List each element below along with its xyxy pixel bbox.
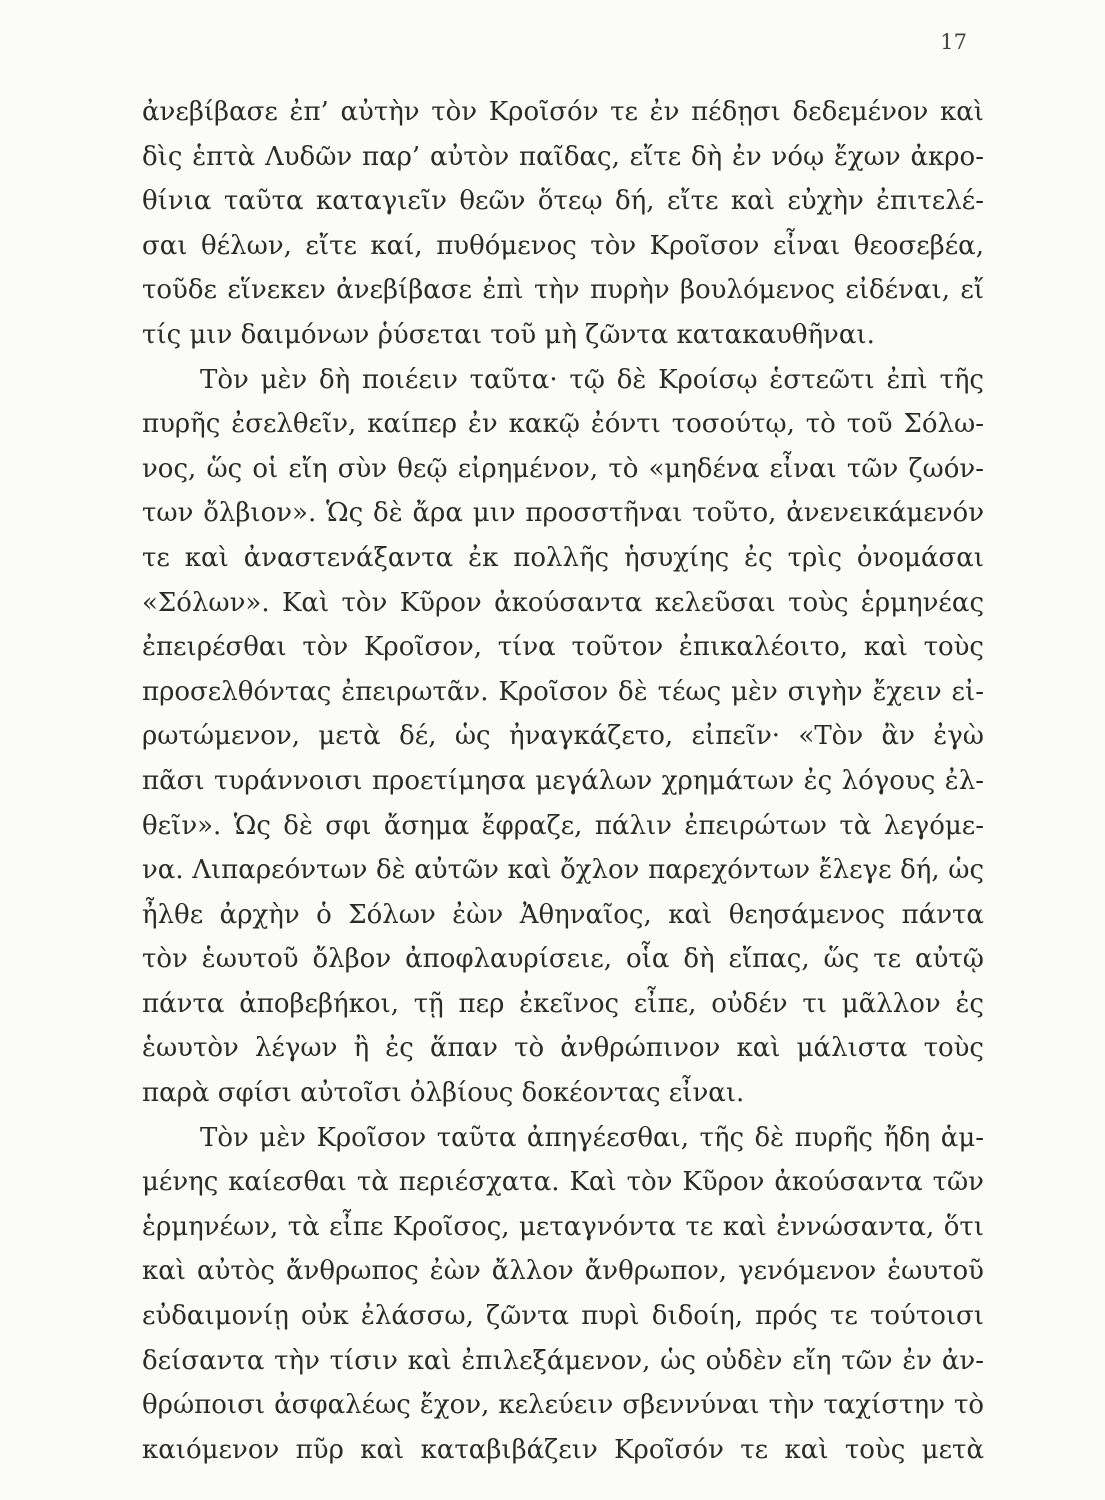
text-line: σαι θέλων, εἴτε καί, πυθόμενος τὸν Κροῖσον εἶναι θεοσεβέα,	[142, 230, 984, 261]
text-line: εὐδαιμονίῃ οὐκ ἐλάσσω, ζῶντα πυρὶ διδοίη, πρός τε τούτοισι	[142, 1301, 984, 1332]
text-line: παρὰ σφίσι αὐτοῖσι ὀλβίους δοκέοντας εἶναι.	[142, 1078, 745, 1109]
text-line: θρώποισι ἀσφαλέως ἔχον, κελεύειν σβεννύναι τὴν ταχίστην τὸ	[142, 1390, 984, 1421]
text-line: καιόμενον πῦρ καὶ καταβιβάζειν Κροῖσόν τε καὶ τοὺς μετὰ	[142, 1434, 984, 1465]
text-line: πάντα ἀποβεβήκοι, τῇ περ ἐκεῖνος εἶπε, οὐδέν τι μᾶλλον ἐς	[142, 988, 984, 1019]
text-line: να. Λιπαρεόντων δὲ αὐτῶν καὶ ὄχλον παρεχόντων ἔλεγε δή, ὡς	[142, 855, 984, 886]
text-line: ἦλθε ἀρχὴν ὁ Σόλων ἐὼν Ἀθηναῖος, καὶ θεησάμενος πάντα	[142, 899, 984, 930]
text-line: θίνια ταῦτα καταγιεῖν θεῶν ὅτεῳ δή, εἴτε καὶ εὐχὴν ἐπιτελέ-	[142, 186, 984, 217]
text-line: δείσαντα τὴν τίσιν καὶ ἐπιλεξάμενον, ὡς οὐδὲν εἴη τῶν ἐν ἀν-	[142, 1345, 984, 1376]
text-line: θεῖν». Ὡς δὲ σφι ἄσημα ἔφραζε, πάλιν ἐπειρώτων τὰ λεγόμε-	[142, 810, 984, 841]
text-line: τὸν ἑωυτοῦ ὄλβον ἀποφλαυρίσειε, οἷα δὴ εἴπας, ὥς τε αὐτῷ	[142, 944, 984, 975]
text-line: πυρῆς ἐσελθεῖν, καίπερ ἐν κακῷ ἐόντι τοσούτῳ, τὸ τοῦ Σόλω-	[142, 409, 984, 440]
text-line: ἐπειρέσθαι τὸν Κροῖσον, τίνα τοῦτον ἐπικαλέοιτο, καὶ τοὺς	[142, 632, 984, 663]
text-line: των ὄλβιον». Ὡς δὲ ἄρα μιν προσστῆναι τοῦτο, ἀνενεικάμενόν	[142, 498, 984, 529]
text-line: προσελθόντας ἐπειρωτᾶν. Κροῖσον δὲ τέως μὲν σιγὴν ἔχειν εἰ-	[142, 676, 984, 707]
text-line: τε καὶ ἀναστενάξαντα ἐκ πολλῆς ἡσυχίης ἐς τρὶς ὀνομάσαι	[142, 542, 984, 573]
paragraph-start-line: Τὸν μὲν Κροῖσον ταῦτα ἀπηγέεσθαι, τῆς δὲ πυρῆς ἤδη ἁμ-	[200, 1122, 984, 1153]
text-line: νος, ὥς οἱ εἴη σὺν θεῷ εἰρημένον, τὸ «μηδένα εἶναι τῶν ζωόν-	[142, 453, 984, 484]
text-line: μένης καίεσθαι τὰ περιέσχατα. Καὶ τὸν Κῦρον ἀκούσαντα τῶν	[142, 1167, 984, 1198]
text-line: ἑωυτὸν λέγων ἢ ἐς ἅπαν τὸ ἀνθρώπινον καὶ μάλιστα τοὺς	[142, 1033, 984, 1064]
text-line: ἀνεβίβασε ἐπ’ αὐτὴν τὸν Κροῖσόν τε ἐν πέδῃσι δεδεμένον καὶ	[142, 97, 984, 127]
body-text	[142, 90, 984, 1472]
text-line: καὶ αὐτὸς ἄνθρωπος ἐὼν ἄλλον ἄνθρωπον, γενόμενον ἑωυτοῦ	[142, 1256, 984, 1287]
page-number: 17	[940, 30, 967, 54]
text-line: τίς μιν δαιμόνων ῥύσεται τοῦ μὴ ζῶντα κατακαυθῆναι.	[142, 319, 875, 350]
text-line: δὶς ἑπτὰ Λυδῶν παρ’ αὐτὸν παῖδας, εἴτε δὴ ἐν νόῳ ἔχων ἀκρο-	[142, 141, 984, 172]
text-line: ἑρμηνέων, τὰ εἶπε Κροῖσος, μεταγνόντα τε καὶ ἐννώσαντα, ὅτι	[142, 1211, 984, 1242]
paragraph-start-line: Τὸν μὲν δὴ ποιέειν ταῦτα· τῷ δὲ Κροίσῳ ἑστεῶτι ἐπὶ τῆς	[200, 364, 984, 395]
text-line: «Σόλων». Καὶ τὸν Κῦρον ἀκούσαντα κελεῦσαι τοὺς ἑρμηνέας	[142, 587, 984, 618]
text-line: ρωτώμενον, μετὰ δέ, ὡς ἠναγκάζετο, εἰπεῖν· «Τὸν ἂν ἐγὼ	[142, 721, 984, 752]
text-line: τοῦδε εἵνεκεν ἀνεβίβασε ἐπὶ τὴν πυρὴν βουλόμενος εἰδέναι, εἴ	[142, 275, 984, 306]
text-line: πᾶσι τυράννοισι προετίμησα μεγάλων χρημάτων ἐς λόγους ἐλ-	[142, 765, 984, 796]
